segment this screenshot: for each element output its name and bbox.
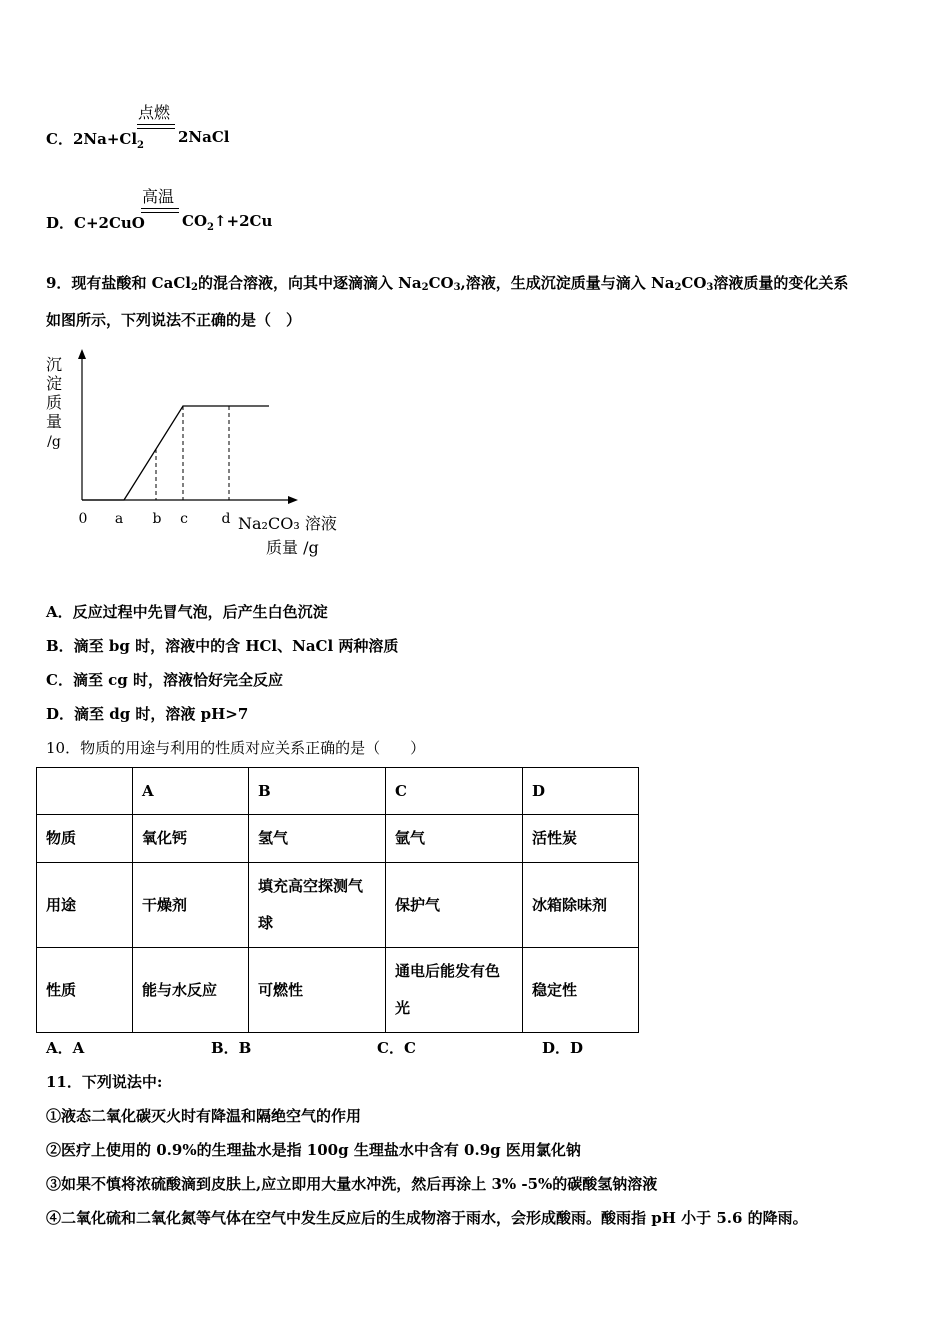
x-axis-arrow [288, 496, 298, 504]
header-cell-empty [37, 768, 133, 815]
q9-option-a: A．反应过程中先冒气泡，后产生白色沉淀 [46, 603, 328, 621]
q9-option-b: B．滴至 bg 时，溶液中的含 HCl、NaCl 两种溶质 [46, 637, 399, 655]
table-cell: 冰箱除味剂 [523, 863, 639, 948]
q11-item-3: ③如果不慎将浓硫酸滴到皮肤上,应立即用大量水冲洗，然后再涂上 3% -5%的碳酸氢钠溶液 [46, 1175, 658, 1193]
x-axis-label-line1: Na₂CO₃ 溶液 [238, 514, 337, 533]
q9-stem-p6: 溶液质量的变化关系 [713, 274, 849, 292]
table-row [37, 815, 639, 863]
q9-stem-line2: 如图所示，下列说法不正确的是（ ） [46, 311, 302, 329]
q8-d-equals-sign [141, 208, 179, 213]
q9-stem-sub3: 3 [453, 282, 461, 293]
q8-c-lhs: 2Na+Cl [72, 130, 138, 148]
table-cell: 物质 [37, 815, 133, 863]
table-cell: 用途 [37, 863, 133, 948]
table-cell: 保护气 [386, 863, 523, 948]
q11-stem: 11．下列说法中: [46, 1073, 163, 1091]
q8-d-rhs [182, 212, 272, 233]
header-cell-d: D [523, 768, 639, 815]
q9-stem-p1: 9．现有盐酸和 CaCl [46, 274, 191, 292]
q10-choice-b: B．B [211, 1039, 252, 1057]
table-row [37, 863, 639, 948]
q8-d-rhs-sub: 2 [207, 222, 214, 233]
q9-option-d: D．滴至 dg 时，溶液 pH>7 [46, 705, 249, 723]
q8-c-label: C． [46, 130, 73, 148]
q8-d-label: D． [46, 214, 75, 232]
q10-choice-c: C．C [377, 1039, 416, 1057]
table-cell: 性质 [37, 948, 133, 1033]
q10-stem: 10．物质的用途与利用的性质对应关系正确的是（ ） [46, 739, 426, 757]
q8-d-rhs-tail: ↑+2Cu [213, 212, 273, 230]
table-row [37, 948, 639, 1033]
q8-c-equals-sign [137, 124, 175, 129]
series-line [82, 406, 269, 500]
q9-stem-sub1: 2 [190, 282, 198, 293]
q9-chart [40, 345, 370, 565]
table-cell: 稳定性 [523, 948, 639, 1033]
table-cell: 氩气 [386, 815, 523, 863]
x-tick-0: 0 [78, 511, 88, 527]
table-header-row [37, 768, 639, 815]
q9-option-c: C．滴至 cg 时，溶液恰好完全反应 [46, 671, 284, 689]
y-label-char-2: 质 [45, 393, 63, 412]
table-cell: 氢气 [249, 815, 386, 863]
y-axis-label [46, 355, 62, 450]
header-cell-c: C [386, 768, 523, 815]
x-tick-d: d [221, 511, 231, 527]
table-cell: 干燥剂 [133, 863, 249, 948]
header-cell-b: B [249, 768, 386, 815]
x-axis-label-line2: 质量 /g [266, 538, 319, 557]
q10-table [36, 767, 639, 1033]
q9-stem-sub5: 3 [706, 282, 714, 293]
q9-stem-sub4: 2 [674, 282, 682, 293]
table-cell: 活性炭 [523, 815, 639, 863]
x-tick-c: c [180, 511, 188, 527]
y-axis-arrow [78, 349, 86, 359]
table-cell: 填充高空探测气球 [249, 863, 386, 948]
q9-stem-sub2: 2 [421, 282, 429, 293]
q9-stem-p3: CO [428, 274, 454, 292]
q11-item-2: ②医疗上使用的 0.9%的生理盐水是指 100g 生理盐水中含有 0.9g 医用氯化钠 [46, 1141, 581, 1159]
q8-option-c [46, 128, 144, 151]
q8-c-rhs: 2NaCl [178, 128, 230, 146]
table-cell: 可燃性 [249, 948, 386, 1033]
y-label-char-0: 沉 [45, 355, 63, 374]
header-cell-a: A [133, 768, 249, 815]
q10-choice-a: A．A [46, 1039, 85, 1057]
table-cell: 能与水反应 [133, 948, 249, 1033]
q8-c-lhs-sub: 2 [137, 140, 144, 151]
x-tick-b: b [152, 511, 162, 527]
q11-item-4: ④二氧化硫和二氧化氮等气体在空气中发生反应后的生成物溶于雨水，会形成酸雨。酸雨指 pH 小于 5.6 的降雨。 [46, 1209, 808, 1227]
table-cell: 氧化钙 [133, 815, 249, 863]
y-label-char-1: 淀 [45, 374, 63, 393]
q8-d-condition: 高温 [142, 187, 175, 206]
q11-item-1: ①液态二氧化碳灭火时有降温和隔绝空气的作用 [46, 1107, 362, 1125]
q8-d-rhs-main: CO [182, 212, 208, 230]
y-label-char-3: 量 [45, 412, 63, 431]
table-cell: 通电后能发有色光 [386, 948, 523, 1033]
q8-option-d [46, 212, 145, 233]
q10-choice-d: D．D [542, 1039, 584, 1057]
x-tick-a: a [114, 511, 124, 527]
y-label-char-4: /g [47, 434, 61, 450]
q9-stem [46, 272, 848, 293]
q9-stem-p5: CO [681, 274, 707, 292]
q8-d-lhs: C+2CuO [74, 214, 145, 232]
q9-stem-p2: 的混合溶液，向其中逐滴滴入 Na [197, 274, 422, 292]
q9-stem-p4: ,溶液，生成沉淀质量与滴入 Na [460, 274, 675, 292]
q8-c-condition: 点燃 [138, 103, 171, 122]
